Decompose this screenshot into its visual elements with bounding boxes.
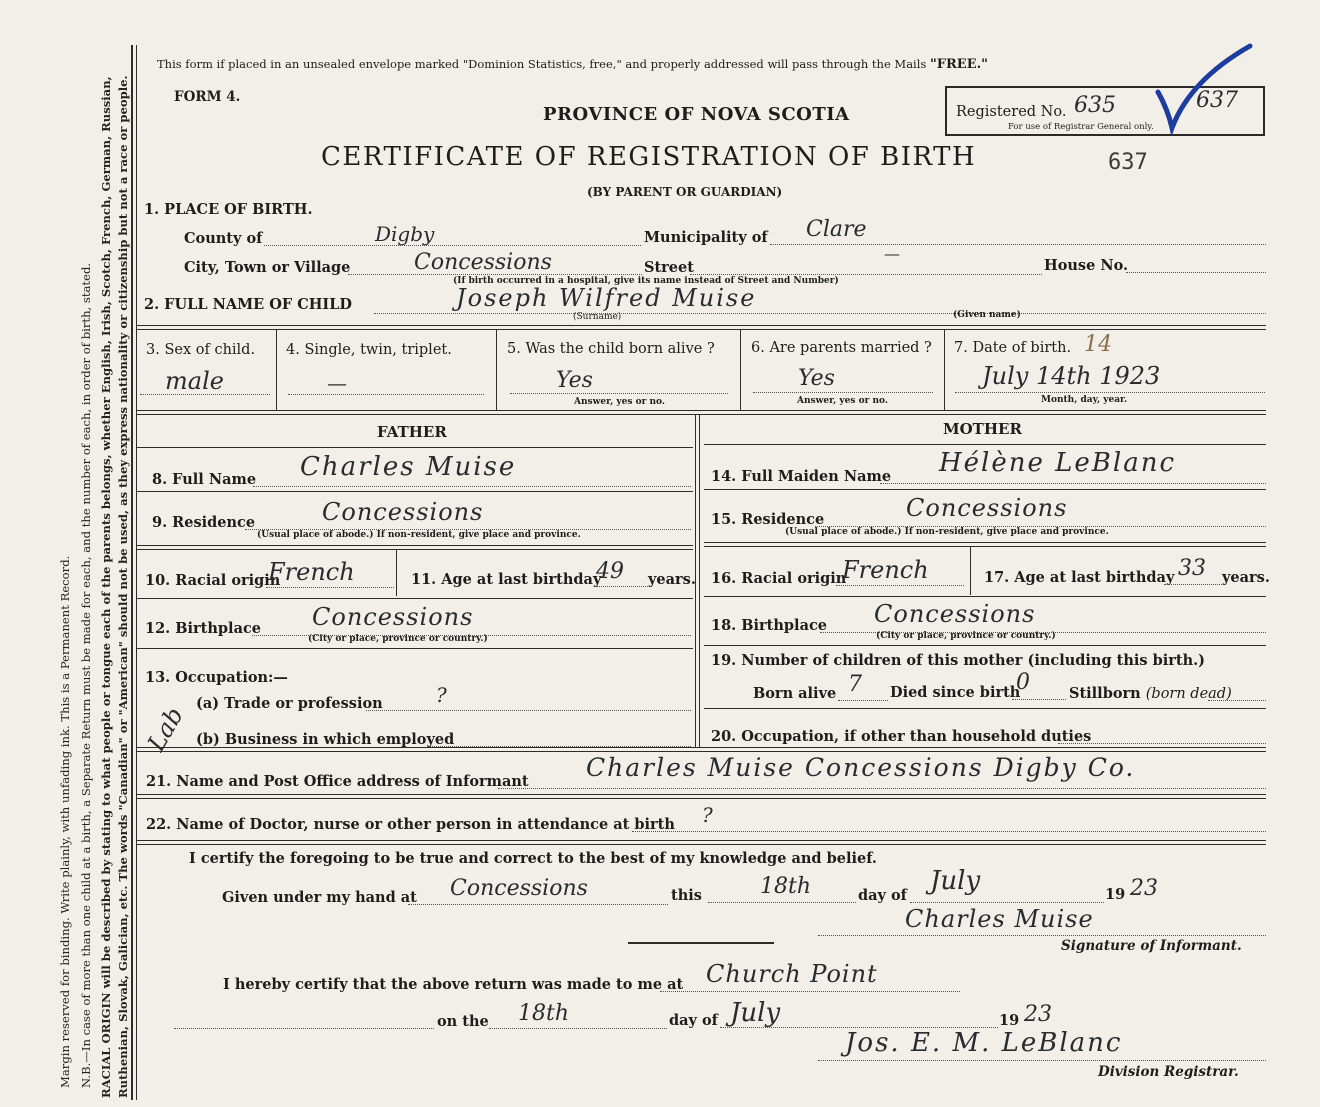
married-label: 6. Are parents married ? — [751, 340, 932, 356]
registered-value-corrected: 637 — [1196, 88, 1238, 113]
mother-age-value: 33 — [1178, 556, 1206, 581]
informant-label: 21. Name and Post Office address of Informant — [146, 773, 529, 790]
father-name-value: Charles Muise — [300, 452, 517, 482]
informant-signature: Charles Muise — [905, 905, 1094, 933]
mother-birthplace-note: (City or place, province or country.) — [876, 631, 1056, 641]
title-stamp-number: 637 — [1108, 150, 1148, 175]
father-birthplace-label: 12. Birthplace — [145, 620, 262, 637]
given-place: Concessions — [450, 876, 588, 901]
mother-birthplace-label: 18. Birthplace — [711, 617, 828, 634]
registrar-signature-label: Division Registrar. — [1098, 1064, 1239, 1080]
binding-rule — [131, 45, 133, 1100]
registrar-on-the-label: on the — [437, 1013, 489, 1030]
separator-rule — [628, 942, 774, 944]
check-mark-icon — [1150, 40, 1260, 135]
registered-label: Registered No. — [956, 104, 1067, 120]
children-count-label: 19. Number of children of this mother (including this birth.) — [711, 652, 1206, 669]
street-label: Street — [644, 259, 694, 276]
mother-residence-value: Concessions — [906, 494, 1068, 522]
alive-note: Answer, yes or no. — [574, 397, 665, 407]
this-label: this — [671, 887, 702, 904]
child-name-value: Joseph Wilfred Muise — [456, 284, 757, 312]
house-label: House No. — [1044, 257, 1129, 274]
father-birthplace-note: (City or place, province or country.) — [308, 634, 488, 644]
died-value: 0 — [1016, 670, 1030, 695]
father-residence-value: Concessions — [322, 498, 484, 526]
given-month: July — [930, 866, 981, 896]
margin-note-racial-origin: RACIAL ORIGIN will be described by stating to what people or tongue each of the parents belongs, whether English, Irish, Scotch, French, German, Russian, — [99, 76, 113, 1098]
registrar-day: 18th — [518, 1001, 570, 1026]
plurality-value: — — [327, 371, 347, 395]
trade-label: (a) Trade or profession — [196, 695, 383, 712]
mother-birthplace-value: Concessions — [874, 600, 1036, 628]
father-birthplace-value: Concessions — [312, 603, 474, 631]
province-heading: PROVINCE OF NOVA SCOTIA — [543, 104, 850, 125]
informant-value: Charles Muise Concessions Digby Co. — [586, 753, 1136, 782]
registered-value: 635 — [1074, 93, 1116, 118]
dob-label: 7. Date of birth. — [954, 340, 1072, 356]
city-value: Concessions — [414, 250, 552, 275]
city-label: City, Town or Village — [184, 259, 351, 276]
municipality-value: Clare — [806, 217, 867, 242]
trade-value: ? — [436, 683, 447, 707]
surname-note: (Surname) — [573, 312, 622, 322]
mother-years: years. — [1222, 569, 1270, 586]
business-label: (b) Business in which employed — [196, 731, 455, 748]
registrar-month: July — [730, 998, 781, 1028]
plurality-label: 4. Single, twin, triplet. — [286, 342, 452, 358]
street-value: — — [884, 244, 900, 263]
registrar-statement: I hereby certify that the above return was made to me at — [223, 976, 684, 993]
dob-note: Month, day, year. — [1041, 395, 1128, 405]
mail-notice: This form if placed in an unsealed envelope marked "Dominion Statistics, free," and properly addressed will pass through the Mails "FREE." — [157, 57, 988, 72]
mother-heading: MOTHER — [943, 420, 1022, 438]
county-value: Digby — [375, 222, 435, 246]
registrar-day-label: day of — [669, 1012, 718, 1029]
father-residence-label: 9. Residence — [152, 514, 256, 531]
alive-value: Yes — [556, 368, 593, 393]
mother-age-label: 17. Age at last birthday — [984, 569, 1175, 586]
given-year: 23 — [1130, 876, 1158, 901]
father-heading: FATHER — [377, 423, 447, 441]
sex-label: 3. Sex of child. — [146, 342, 256, 358]
father-age-value: 49 — [596, 559, 624, 584]
municipality-label: Municipality of — [644, 229, 768, 246]
given-day-label: day of — [858, 887, 907, 904]
given-name-note: (Given name) — [953, 310, 1021, 320]
mother-race-label: 16. Racial origin — [711, 570, 847, 587]
mother-occupation-label: 20. Occupation, if other than household duties — [711, 728, 1092, 745]
father-abode-note: (Usual place of abode.) If non-resident, give place and province. — [257, 530, 581, 540]
occupation-margin-mark: Lab — [142, 702, 190, 756]
registrar-place: Church Point — [706, 960, 878, 988]
mother-race-value: French — [842, 556, 929, 584]
county-label: County of — [184, 230, 263, 247]
place-heading: 1. PLACE OF BIRTH. — [144, 201, 313, 218]
dob-day-correction: 14 — [1084, 332, 1112, 357]
child-name-label: 2. FULL NAME OF CHILD — [144, 296, 352, 313]
registrar-note: For use of Registrar General only. — [1008, 122, 1154, 132]
given-label: Given under my hand at — [222, 889, 417, 906]
margin-note-multiple-births: N.B.—In case of more than one child at a birth, a Separate Return must be made for each, and the number of each, in order of birth, stated. — [79, 262, 93, 1088]
doctor-label: 22. Name of Doctor, nurse or other person in attendance at birth — [146, 816, 675, 833]
mother-name-value: Hélène LeBlanc — [939, 448, 1177, 478]
binding-rule-inner — [136, 45, 137, 1100]
married-value: Yes — [798, 366, 835, 391]
mother-name-label: 14. Full Maiden Name — [711, 468, 892, 485]
mother-residence-label: 15. Residence — [711, 511, 825, 528]
alive-label: 5. Was the child born alive ? — [507, 341, 715, 357]
form-number: FORM 4. — [174, 89, 241, 105]
father-race-value: French — [268, 558, 355, 586]
stillborn-label: Stillborn (born dead) — [1069, 685, 1232, 702]
margin-note-binding: Margin reserved for binding. Write plainly, with unfading ink. This is a Permanent Record. — [58, 555, 72, 1088]
informant-signature-label: Signature of Informant. — [1061, 938, 1242, 954]
registrar-year: 23 — [1024, 1002, 1052, 1027]
died-label: Died since birth — [890, 684, 1021, 701]
mother-abode-note: (Usual place of abode.) If non-resident, give place and province. — [785, 527, 1109, 537]
father-race-label: 10. Racial origin — [145, 572, 281, 589]
registrar-year-prefix: 19 — [999, 1012, 1020, 1029]
sex-value: male — [165, 367, 224, 395]
certificate-title: CERTIFICATE OF REGISTRATION OF BIRTH — [321, 142, 977, 172]
born-alive-label: Born alive — [753, 685, 837, 702]
hospital-note: (If birth occurred in a hospital, give its name instead of Street and Number) — [453, 276, 839, 286]
father-years: years. — [648, 571, 696, 588]
father-age-label: 11. Age at last birthday — [411, 571, 602, 588]
born-alive-value: 7 — [848, 672, 862, 697]
doctor-value: ? — [702, 803, 713, 827]
registrar-signature: Jos. E. M. LeBlanc — [845, 1028, 1123, 1058]
given-year-prefix: 19 — [1105, 886, 1126, 903]
margin-note-racial-origin-cont: Ruthenian, Slovak, Galician, etc. The words "Canadian" or "American" should not be used, as they express nationality or citizenship but not a race or people. — [116, 75, 130, 1098]
certify-statement: I certify the foregoing to be true and correct to the best of my knowledge and belief. — [189, 850, 877, 867]
occupation-label: 13. Occupation:— — [145, 669, 288, 686]
father-name-label: 8. Full Name — [152, 471, 257, 488]
dob-value: July 14th 1923 — [982, 362, 1161, 390]
given-day: 18th — [760, 874, 812, 899]
married-note: Answer, yes or no. — [797, 396, 888, 406]
certificate-subtitle: (BY PARENT OR GUARDIAN) — [587, 185, 783, 199]
